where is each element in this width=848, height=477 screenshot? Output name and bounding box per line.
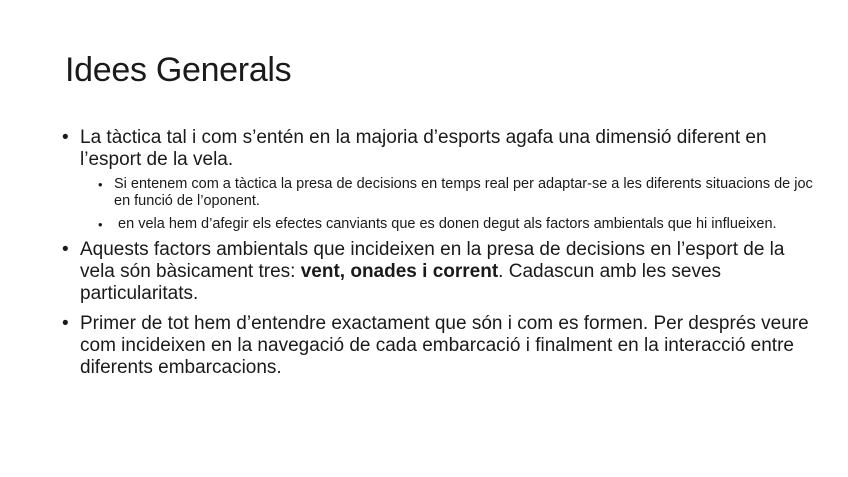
- slide-title: Idees Generals: [65, 51, 292, 89]
- sub-bullet-item-1: [98, 176, 822, 210]
- bullet-icon: •: [62, 239, 69, 260]
- bullet-icon: •: [62, 313, 69, 334]
- bullet-item-1: [62, 127, 822, 171]
- sub-bullet-text: en vela hem d’afegir els efectes canviants que es donen degut als factors ambientals que hi influeixen.: [114, 216, 777, 232]
- sub-bullet-text: Si entenem com a tàctica la presa de decisions en temps real per adaptar-se a les diferents situacions de joc en funció de l’oponent.: [114, 176, 813, 209]
- bullet-text: La tàctica tal i com s’entén en la majoria d’esports agafa una dimensió diferent en l’esport de la vela.: [80, 127, 767, 170]
- bullet-item-2: [62, 239, 822, 305]
- sub-bullet-item-2: [98, 216, 822, 233]
- bullet-text-before: Aquests factors ambientals que incideixen en la presa de decisions en l’esport de la vela són bàsicament tres:: [80, 239, 785, 282]
- slide-content: [62, 127, 822, 384]
- bullet-icon: •: [98, 217, 103, 232]
- bullet-item-3: [62, 313, 822, 379]
- bullet-text: Primer de tot hem d’entendre exactament que són i com es formen. Per després veure com incideixen en la navegació de cada embarcació i finalment en la interacció entre diferents embarcacions.: [80, 313, 809, 378]
- bullet-icon: •: [98, 177, 103, 192]
- sub-bullet-list: [98, 176, 822, 233]
- bullet-text-bold: vent, onades i corrent: [300, 261, 499, 282]
- bullet-icon: •: [62, 127, 69, 148]
- bullet-text-after: . Cadascun amb les seves particularitats.: [80, 261, 722, 304]
